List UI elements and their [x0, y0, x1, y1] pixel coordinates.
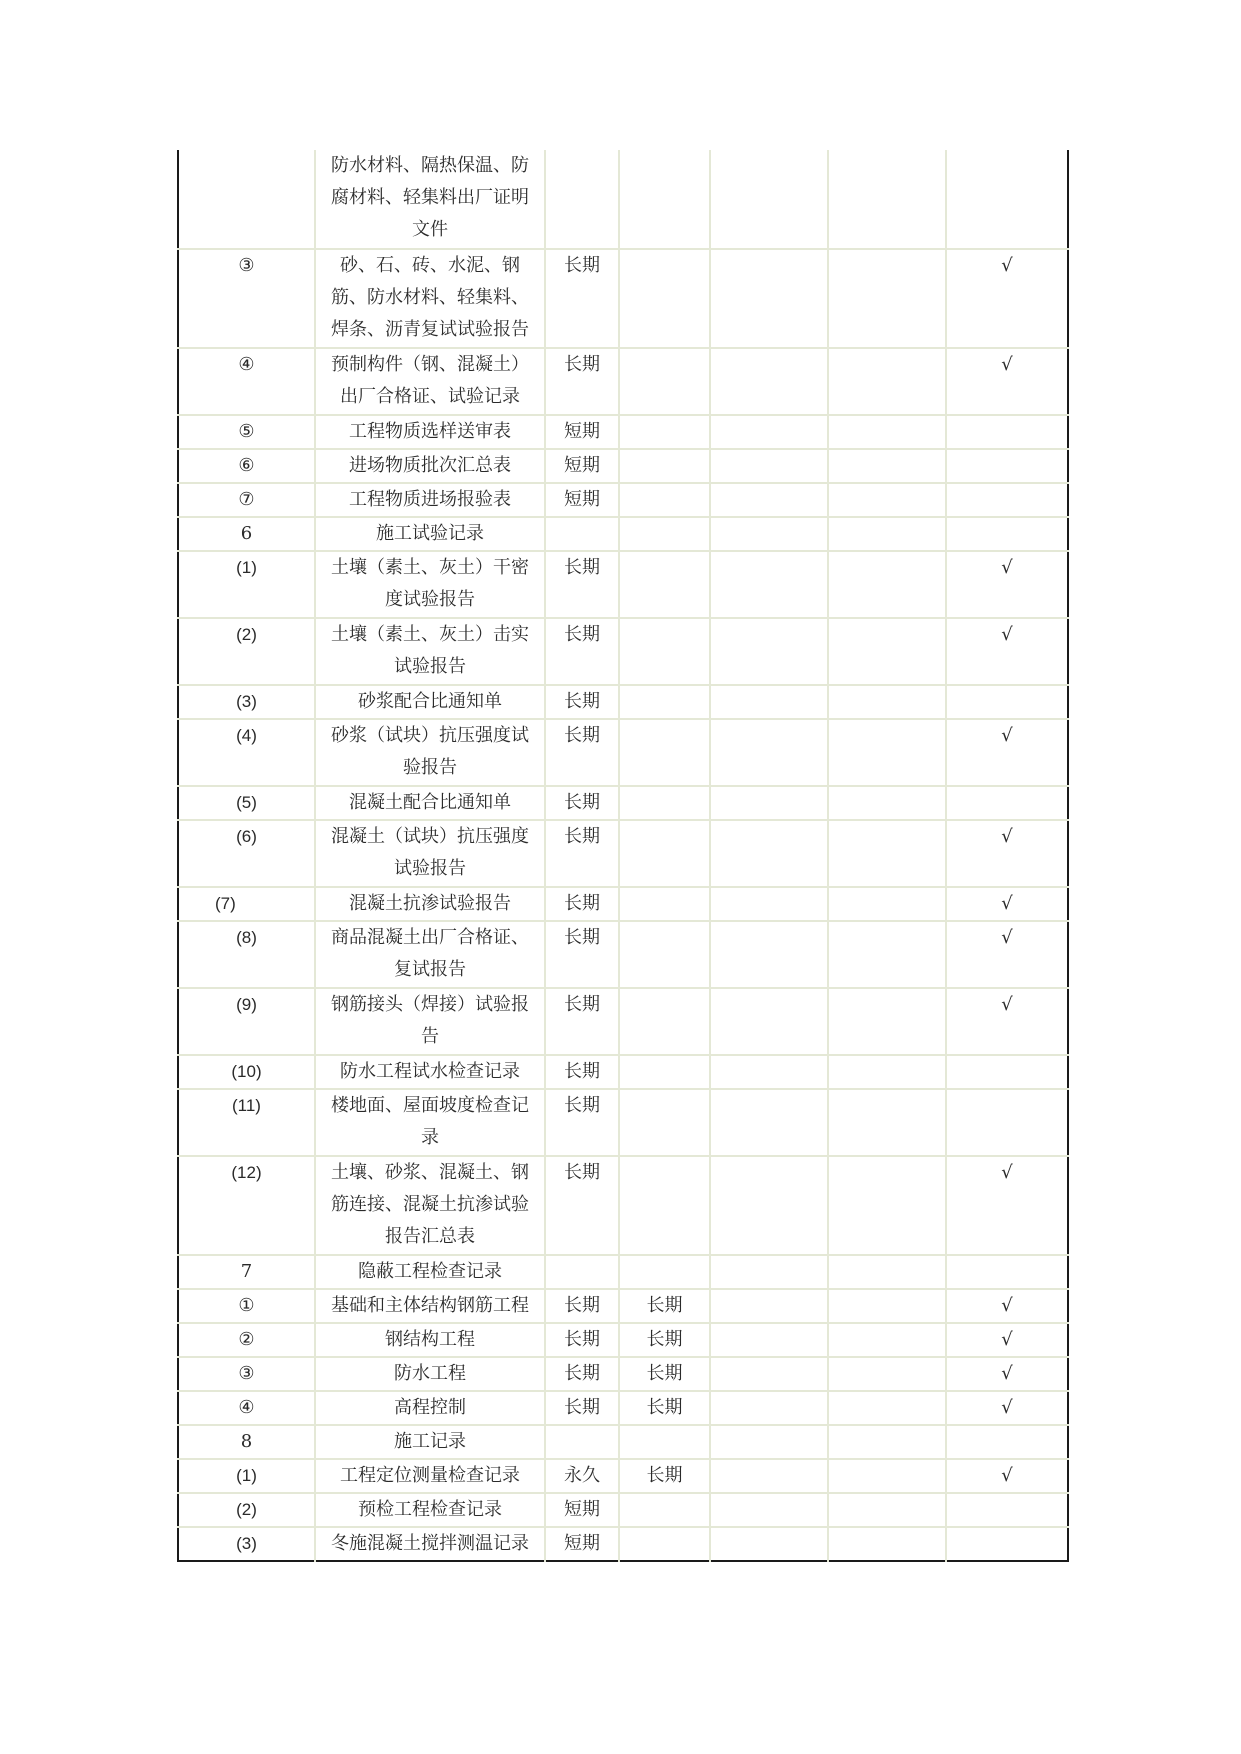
column-6-cell [828, 249, 946, 348]
retention-period-2 [619, 1493, 710, 1527]
retention-period-2 [619, 150, 710, 249]
item-name: 混凝土（试块）抗压强度试验报告 [315, 820, 545, 887]
item-number: ⑤ [178, 415, 315, 449]
check-mark [946, 1527, 1068, 1561]
column-5-cell [710, 415, 828, 449]
column-5-cell [710, 1289, 828, 1323]
column-6-cell [828, 1493, 946, 1527]
item-name: 砂浆（试块）抗压强度试验报告 [315, 719, 545, 786]
table-row [178, 988, 1068, 1055]
check-mark: √ [946, 988, 1068, 1055]
retention-period-1: 长期 [545, 348, 619, 415]
retention-period-2: 长期 [619, 1323, 710, 1357]
column-6-cell [828, 1357, 946, 1391]
item-number: (8) [178, 921, 315, 988]
item-number: 8 [178, 1425, 315, 1459]
item-name: 砂、石、砖、水泥、钢筋、防水材料、轻集料、焊条、沥青复试试验报告 [315, 249, 545, 348]
table-row [178, 719, 1068, 786]
column-5-cell [710, 1391, 828, 1425]
column-6-cell [828, 1425, 946, 1459]
item-number: ④ [178, 348, 315, 415]
retention-period-1: 短期 [545, 483, 619, 517]
item-name: 进场物质批次汇总表 [315, 449, 545, 483]
item-name: 预制构件（钢、混凝土）出厂合格证、试验记录 [315, 348, 545, 415]
item-name: 钢筋接头（焊接）试验报告 [315, 988, 545, 1055]
retention-period-2 [619, 887, 710, 921]
column-6-cell [828, 618, 946, 685]
column-5-cell [710, 1055, 828, 1089]
column-5-cell [710, 1089, 828, 1156]
item-name: 工程定位测量检查记录 [315, 1459, 545, 1493]
item-name: 预检工程检查记录 [315, 1493, 545, 1527]
check-mark: √ [946, 820, 1068, 887]
check-mark: √ [946, 348, 1068, 415]
retention-period-2 [619, 820, 710, 887]
retention-period-2 [619, 618, 710, 685]
retention-period-1: 永久 [545, 1459, 619, 1493]
check-mark: √ [946, 1156, 1068, 1255]
retention-period-1: 长期 [545, 988, 619, 1055]
item-number: ① [178, 1289, 315, 1323]
item-number: (11) [178, 1089, 315, 1156]
retention-period-2 [619, 921, 710, 988]
column-5-cell [710, 449, 828, 483]
table-row [178, 1527, 1068, 1561]
column-6-cell [828, 415, 946, 449]
item-number: (4) [178, 719, 315, 786]
retention-period-2 [619, 449, 710, 483]
retention-period-2: 长期 [619, 1391, 710, 1425]
item-name: 商品混凝土出厂合格证、复试报告 [315, 921, 545, 988]
retention-period-1: 长期 [545, 820, 619, 887]
item-name: 工程物质进场报验表 [315, 483, 545, 517]
retention-period-1: 长期 [545, 1156, 619, 1255]
item-number [178, 150, 315, 249]
table-row [178, 1391, 1068, 1425]
table-row [178, 1323, 1068, 1357]
item-number: ⑦ [178, 483, 315, 517]
column-6-cell [828, 1323, 946, 1357]
retention-period-2 [619, 1255, 710, 1289]
table-row [178, 517, 1068, 551]
column-5-cell [710, 1493, 828, 1527]
item-name: 土壤（素土、灰土）击实试验报告 [315, 618, 545, 685]
check-mark [946, 786, 1068, 820]
retention-period-2: 长期 [619, 1357, 710, 1391]
retention-period-1 [545, 1255, 619, 1289]
item-name: 混凝土配合比通知单 [315, 786, 545, 820]
table-row [178, 1357, 1068, 1391]
retention-period-1: 长期 [545, 618, 619, 685]
table-row [178, 1493, 1068, 1527]
retention-period-1: 长期 [545, 249, 619, 348]
column-5-cell [710, 921, 828, 988]
table-row [178, 415, 1068, 449]
check-mark: √ [946, 1391, 1068, 1425]
column-6-cell [828, 348, 946, 415]
retention-period-2 [619, 483, 710, 517]
column-6-cell [828, 449, 946, 483]
item-number: 7 [178, 1255, 315, 1289]
column-6-cell [828, 517, 946, 551]
retention-period-1: 长期 [545, 1089, 619, 1156]
table-row [178, 1055, 1068, 1089]
retention-period-1: 长期 [545, 887, 619, 921]
item-name: 冬施混凝土搅拌测温记录 [315, 1527, 545, 1561]
item-name: 防水材料、隔热保温、防腐材料、轻集料出厂证明文件 [315, 150, 545, 249]
column-5-cell [710, 517, 828, 551]
item-number: ③ [178, 1357, 315, 1391]
item-number: (1) [178, 1459, 315, 1493]
column-5-cell [710, 1357, 828, 1391]
check-mark: √ [946, 1357, 1068, 1391]
column-6-cell [828, 150, 946, 249]
check-mark [946, 1493, 1068, 1527]
column-6-cell [828, 921, 946, 988]
column-6-cell [828, 1055, 946, 1089]
item-number: (3) [178, 1527, 315, 1561]
retention-period-1: 短期 [545, 1527, 619, 1561]
column-5-cell [710, 483, 828, 517]
column-5-cell [710, 1527, 828, 1561]
item-number: (6) [178, 820, 315, 887]
check-mark: √ [946, 1289, 1068, 1323]
table-row [178, 685, 1068, 719]
table-row [178, 1255, 1068, 1289]
column-5-cell [710, 618, 828, 685]
item-number: 6 [178, 517, 315, 551]
retention-period-1: 长期 [545, 551, 619, 618]
item-name: 土壤、砂浆、混凝土、钢筋连接、混凝土抗渗试验报告汇总表 [315, 1156, 545, 1255]
column-6-cell [828, 1459, 946, 1493]
column-6-cell [828, 1156, 946, 1255]
table-row [178, 1089, 1068, 1156]
table-row [178, 1459, 1068, 1493]
column-5-cell [710, 1255, 828, 1289]
column-5-cell [710, 887, 828, 921]
table-row [178, 786, 1068, 820]
column-6-cell [828, 1289, 946, 1323]
item-name: 钢结构工程 [315, 1323, 545, 1357]
retention-period-1: 长期 [545, 921, 619, 988]
column-6-cell [828, 988, 946, 1055]
item-number: (7) [178, 887, 315, 921]
item-name: 高程控制 [315, 1391, 545, 1425]
column-5-cell [710, 719, 828, 786]
item-name: 混凝土抗渗试验报告 [315, 887, 545, 921]
retention-period-2 [619, 1089, 710, 1156]
retention-period-2: 长期 [619, 1459, 710, 1493]
retention-period-2 [619, 685, 710, 719]
retention-period-1: 短期 [545, 415, 619, 449]
retention-period-1: 短期 [545, 1493, 619, 1527]
check-mark: √ [946, 719, 1068, 786]
column-5-cell [710, 685, 828, 719]
check-mark [946, 449, 1068, 483]
check-mark: √ [946, 887, 1068, 921]
column-6-cell [828, 1391, 946, 1425]
item-name: 土壤（素土、灰土）干密度试验报告 [315, 551, 545, 618]
retention-period-1: 长期 [545, 786, 619, 820]
retention-period-2 [619, 551, 710, 618]
check-mark: √ [946, 249, 1068, 348]
check-mark [946, 415, 1068, 449]
retention-period-2 [619, 988, 710, 1055]
item-number: (3) [178, 685, 315, 719]
retention-period-2 [619, 249, 710, 348]
item-name: 楼地面、屋面坡度检查记录 [315, 1089, 545, 1156]
retention-period-1 [545, 1425, 619, 1459]
check-mark [946, 1255, 1068, 1289]
item-number: (9) [178, 988, 315, 1055]
table-row [178, 348, 1068, 415]
column-6-cell [828, 786, 946, 820]
table-row [178, 1289, 1068, 1323]
table-row [178, 921, 1068, 988]
column-6-cell [828, 719, 946, 786]
item-number: (12) [178, 1156, 315, 1255]
column-6-cell [828, 551, 946, 618]
table-row [178, 551, 1068, 618]
item-name: 工程物质选样送审表 [315, 415, 545, 449]
table-row [178, 150, 1068, 249]
retention-period-1: 长期 [545, 1289, 619, 1323]
check-mark [946, 150, 1068, 249]
column-5-cell [710, 348, 828, 415]
retention-period-1 [545, 517, 619, 551]
item-name: 基础和主体结构钢筋工程 [315, 1289, 545, 1323]
item-number: ④ [178, 1391, 315, 1425]
archive-table [177, 150, 1069, 1562]
table-row [178, 483, 1068, 517]
item-number: ② [178, 1323, 315, 1357]
item-number: ③ [178, 249, 315, 348]
retention-period-2 [619, 348, 710, 415]
check-mark [946, 1425, 1068, 1459]
column-6-cell [828, 887, 946, 921]
retention-period-1: 长期 [545, 719, 619, 786]
item-name: 防水工程试水检查记录 [315, 1055, 545, 1089]
column-5-cell [710, 786, 828, 820]
item-number: ⑥ [178, 449, 315, 483]
item-name: 砂浆配合比通知单 [315, 685, 545, 719]
retention-period-2 [619, 1527, 710, 1561]
table-row [178, 1425, 1068, 1459]
retention-period-2 [619, 1055, 710, 1089]
check-mark [946, 685, 1068, 719]
column-5-cell [710, 1323, 828, 1357]
column-5-cell [710, 150, 828, 249]
table-row [178, 449, 1068, 483]
column-5-cell [710, 1425, 828, 1459]
item-number: (5) [178, 786, 315, 820]
retention-period-1: 长期 [545, 1323, 619, 1357]
table-row [178, 887, 1068, 921]
column-6-cell [828, 1527, 946, 1561]
retention-period-1: 长期 [545, 1391, 619, 1425]
item-number: (10) [178, 1055, 315, 1089]
table-row [178, 1156, 1068, 1255]
column-6-cell [828, 483, 946, 517]
column-5-cell [710, 249, 828, 348]
retention-period-1: 长期 [545, 1055, 619, 1089]
retention-period-2 [619, 719, 710, 786]
column-5-cell [710, 551, 828, 618]
check-mark: √ [946, 1459, 1068, 1493]
retention-period-2 [619, 1425, 710, 1459]
retention-period-2 [619, 1156, 710, 1255]
column-5-cell [710, 1156, 828, 1255]
column-6-cell [828, 1089, 946, 1156]
check-mark [946, 1055, 1068, 1089]
table-row [178, 249, 1068, 348]
retention-period-1 [545, 150, 619, 249]
retention-period-1: 短期 [545, 449, 619, 483]
check-mark: √ [946, 921, 1068, 988]
column-6-cell [828, 1255, 946, 1289]
retention-period-2 [619, 786, 710, 820]
column-5-cell [710, 1459, 828, 1493]
item-name: 隐蔽工程检查记录 [315, 1255, 545, 1289]
item-name: 防水工程 [315, 1357, 545, 1391]
item-number: (2) [178, 618, 315, 685]
retention-period-1: 长期 [545, 685, 619, 719]
item-number: (2) [178, 1493, 315, 1527]
check-mark: √ [946, 618, 1068, 685]
check-mark: √ [946, 1323, 1068, 1357]
check-mark [946, 517, 1068, 551]
check-mark [946, 1089, 1068, 1156]
retention-period-2 [619, 517, 710, 551]
check-mark [946, 483, 1068, 517]
check-mark: √ [946, 551, 1068, 618]
column-6-cell [828, 820, 946, 887]
item-name: 施工试验记录 [315, 517, 545, 551]
retention-period-2 [619, 415, 710, 449]
column-5-cell [710, 820, 828, 887]
table-row [178, 618, 1068, 685]
table-row [178, 820, 1068, 887]
retention-period-2: 长期 [619, 1289, 710, 1323]
column-6-cell [828, 685, 946, 719]
item-name: 施工记录 [315, 1425, 545, 1459]
column-5-cell [710, 988, 828, 1055]
item-number: (1) [178, 551, 315, 618]
retention-period-1: 长期 [545, 1357, 619, 1391]
